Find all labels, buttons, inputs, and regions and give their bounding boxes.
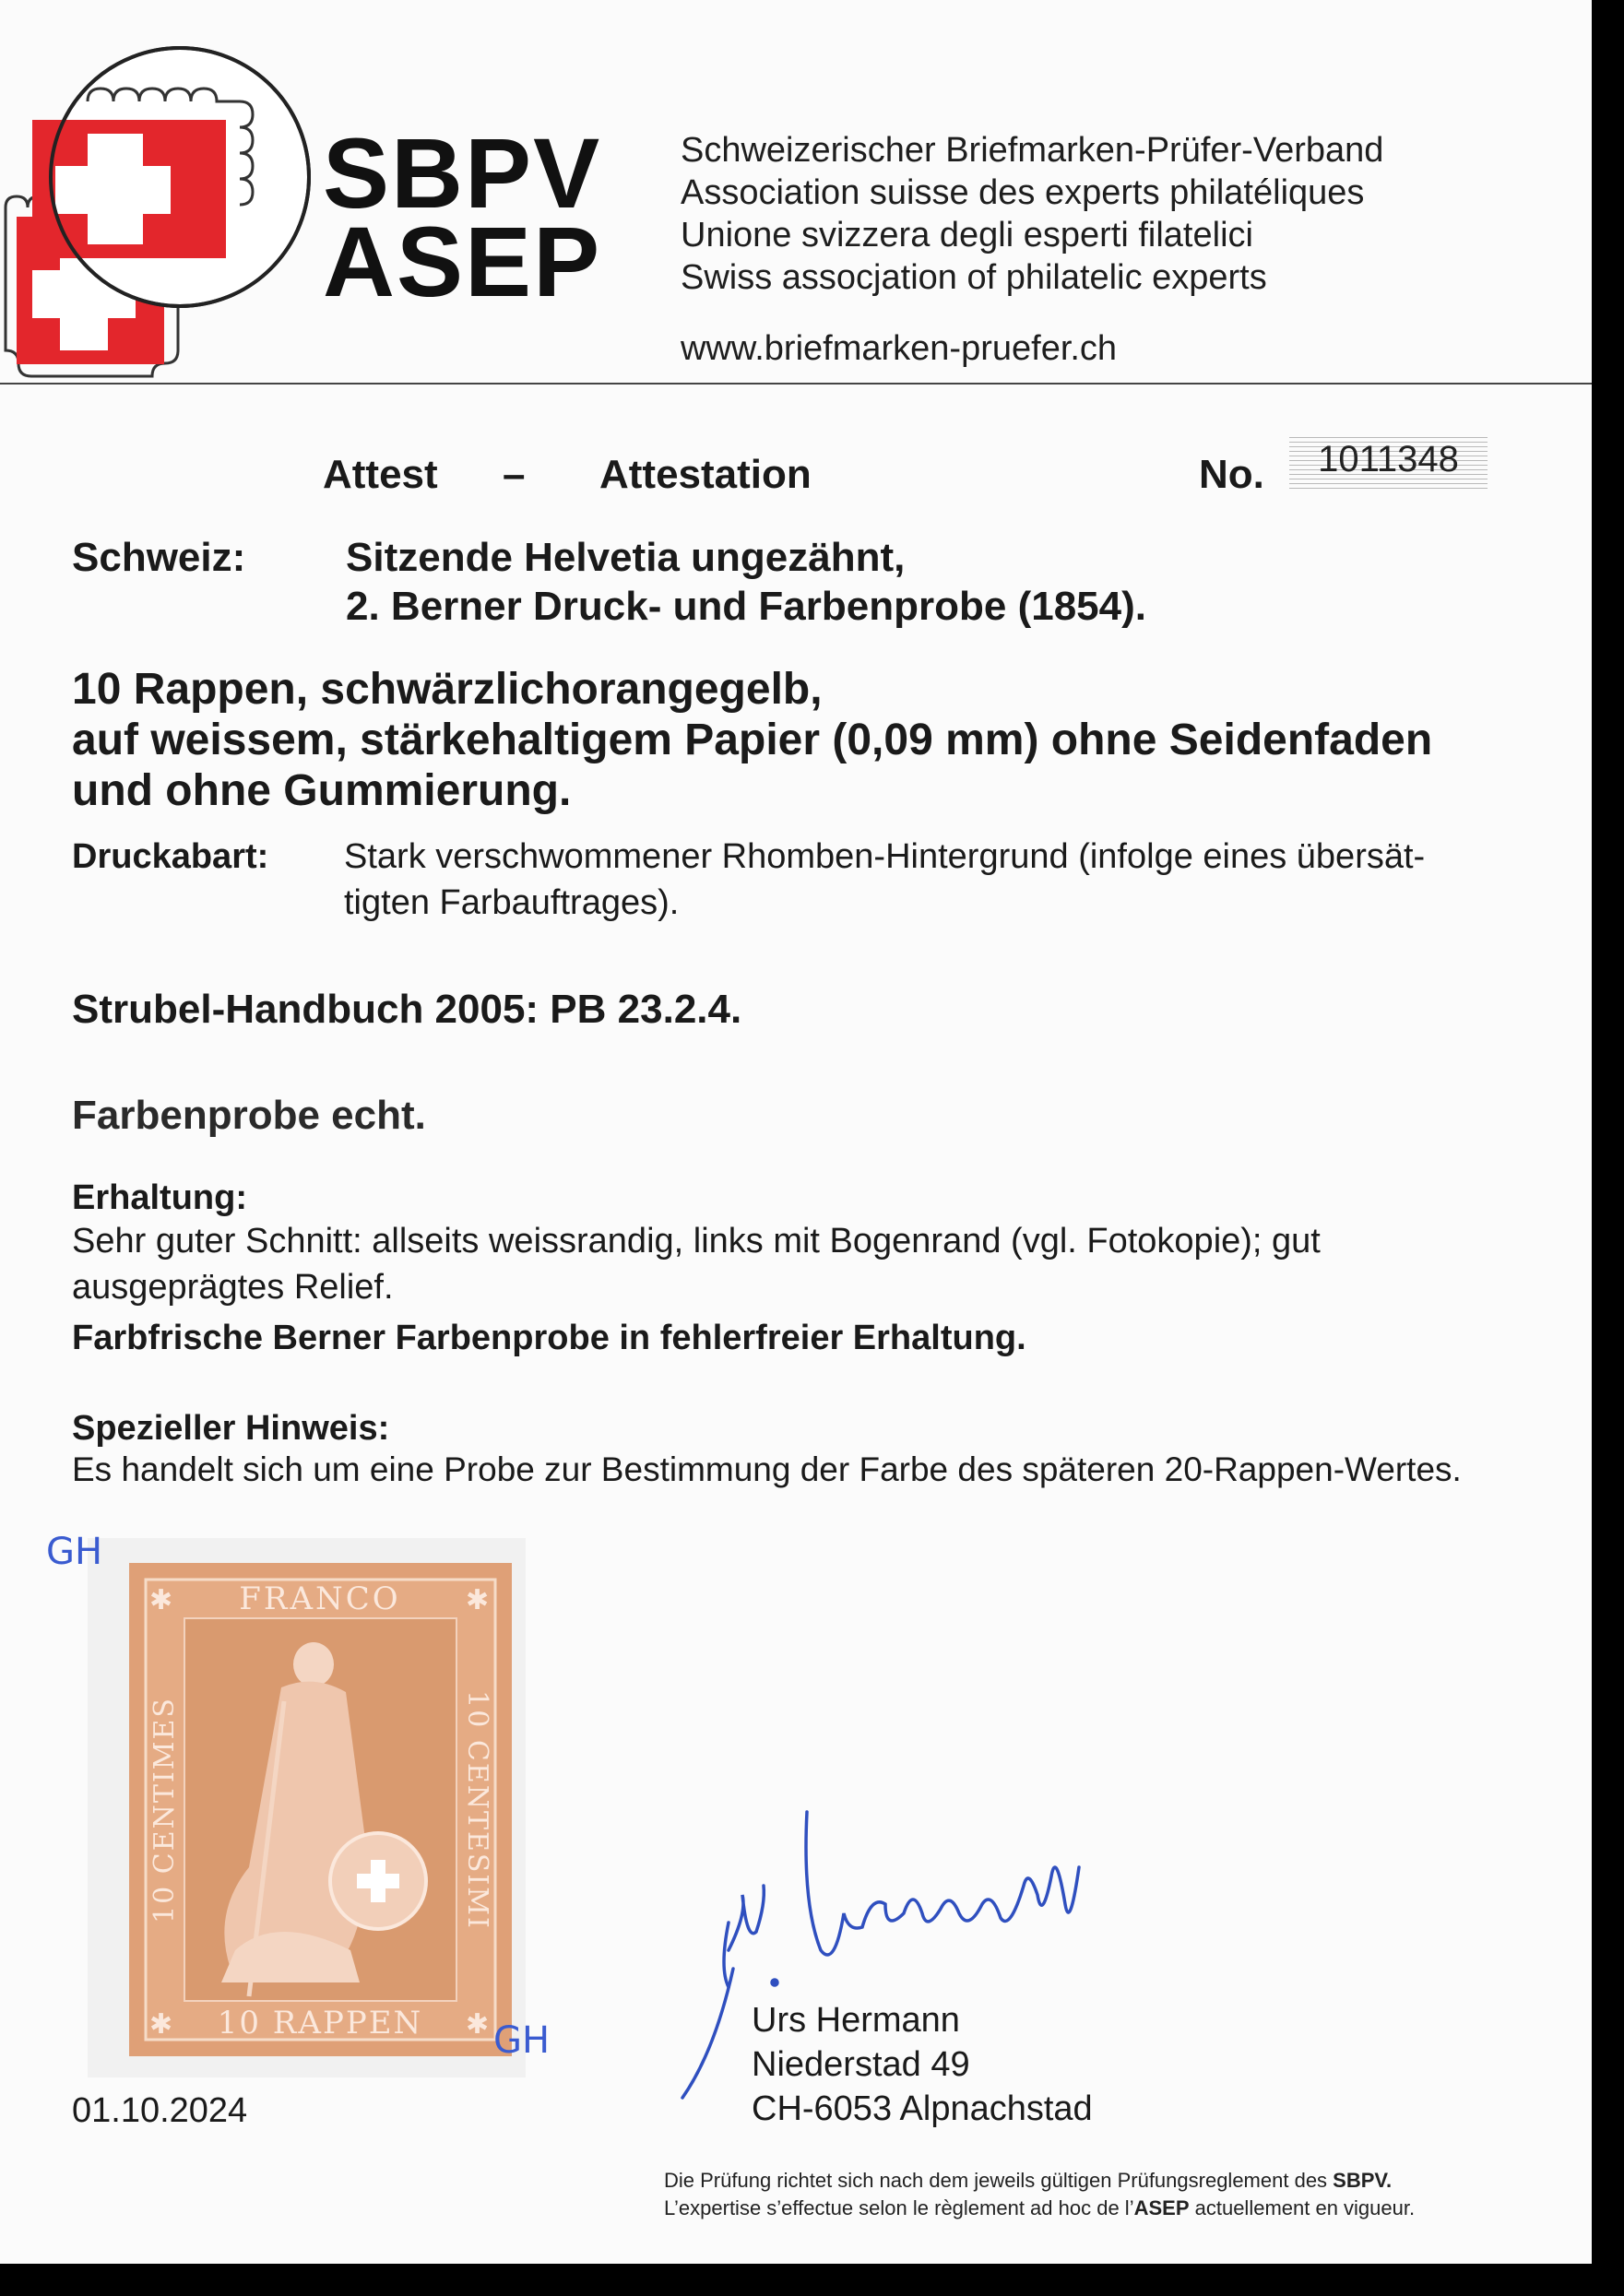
legal-note-fr (664, 2196, 1415, 2220)
pencil-mark-top: GH (46, 1531, 103, 1573)
svg-text:✱: ✱ (149, 2008, 173, 2041)
svg-text:✱: ✱ (466, 1584, 490, 1616)
description-line: auf weissem, stärkehaltigem Papier (0,09 mm) ohne Seidenfaden (72, 716, 1433, 764)
website-link[interactable]: www.briefmarken-pruefer.ch (681, 329, 1118, 368)
stamp-issue-detail: 2. Berner Druck- und Farbenprobe (1854). (346, 584, 1146, 629)
title-attestation: Attestation (599, 452, 812, 497)
signer-city: CH-6053 Alpnachstad (752, 2089, 1093, 2128)
variety-text: Stark verschwommener Rhomben-Hintergrund (infolge eines übersät- (344, 837, 1426, 876)
pencil-mark-bottom: GH (493, 2019, 551, 2062)
svg-text:✱: ✱ (149, 1584, 173, 1616)
note-label: Spezieller Hinweis: (72, 1409, 390, 1448)
condition-text: Sehr guter Schnitt: allseits weissrandig, links mit Bogenrand (vgl. Fotokopie); gut (72, 1222, 1321, 1260)
stamp-top-text: FRANCO (239, 1580, 401, 1617)
legal-note-de-org: SBPV. (1333, 2169, 1393, 2192)
association-names (681, 129, 1383, 299)
condition-label: Erhaltung: (72, 1178, 247, 1217)
verdict: Farbenprobe echt. (72, 1093, 426, 1138)
certificate-date: 01.10.2024 (72, 2091, 248, 2130)
legal-note-fr-suffix: actuellement en vigueur. (1189, 2196, 1416, 2219)
title-dash: – (503, 452, 526, 497)
stamp-left-text: 10 CENTIMES (148, 1697, 181, 1923)
association-name-de: Schweizerischer Briefmarken-Prüfer-Verband (681, 131, 1384, 170)
description-line: 10 Rappen, schwärzlichorangegelb, (72, 665, 823, 714)
condition-text: ausgeprägtes Relief. (72, 1268, 394, 1307)
title-attest: Attest (323, 452, 438, 497)
country-label: Schweiz: (72, 535, 246, 580)
brand-sbpv: SBPV (323, 117, 602, 229)
condition-summary: Farbfrische Berner Farbenprobe in fehlerfreier Erhaltung. (72, 1319, 1026, 1357)
association-name-it: Unione svizzera degli esperti filatelici (681, 216, 1253, 254)
variety-label: Druckabart: (72, 837, 269, 876)
stamp-right-text: 10 CENTESIMI (461, 1690, 493, 1930)
certificate-number: 1011348 (1289, 433, 1488, 489)
stamp-bottom-text: 10 RAPPEN (217, 2005, 423, 2042)
brand-asep: ASEP (323, 206, 602, 317)
variety-text: tigten Farbauftrages). (344, 883, 680, 922)
signer-street: Niederstad 49 (752, 2045, 970, 2084)
svg-text:✱: ✱ (466, 2008, 490, 2041)
brand-wordmark (323, 117, 602, 317)
legal-note-fr-text: L’expertise s’effectue selon le règlement ad hoc de l’ (664, 2196, 1134, 2219)
stamp-image (129, 1563, 512, 2056)
note-text: Es handelt sich um eine Probe zur Bestimmung der Farbe des späteren 20-Rappen-Wertes. (72, 1450, 1462, 1488)
header-divider (0, 383, 1592, 385)
sbpv-logo (0, 32, 323, 383)
description-line: und ohne Gummierung. (72, 766, 572, 815)
legal-note-de (664, 2169, 1392, 2193)
signer-name: Urs Hermann (752, 2001, 960, 2040)
legal-note-fr-org: ASEP (1133, 2196, 1190, 2219)
handbook-reference: Strubel-Handbuch 2005: PB 23.2.4. (72, 987, 742, 1032)
association-name-en: Swiss assocjation of philatelic experts (681, 258, 1267, 297)
association-name-fr: Association suisse des experts philatéliques (681, 173, 1365, 212)
certificate-number-label: No. (1199, 452, 1264, 497)
legal-note-de-text: Die Prüfung richtet sich nach dem jeweils gültigen Prüfungsreglement des (664, 2169, 1334, 2192)
stamp-issue: Sitzende Helvetia ungezähnt, (346, 535, 906, 580)
